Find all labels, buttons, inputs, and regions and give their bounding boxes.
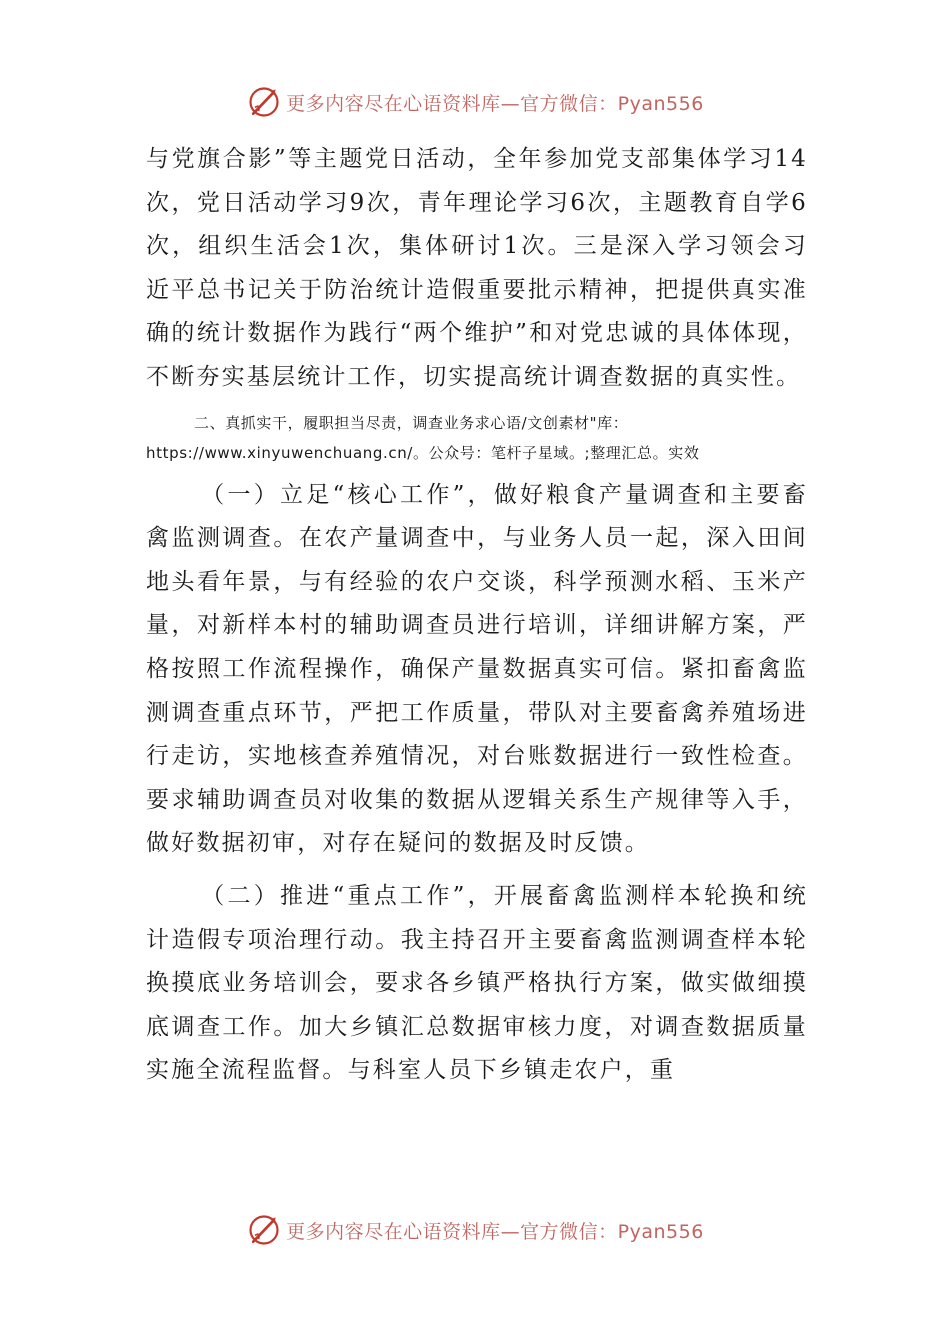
document-body [146, 138, 808, 1093]
footer-watermark-banner [0, 1210, 950, 1250]
paragraph-key-work: （二）推进“重点工作”，开展畜禽监测样本轮换和统计造假专项治理行动。我主持召开主要畜禽监测调查样本轮换摸底业务培训会，要求各乡镇严格执行方案，做实做细摸底调查工作。加大乡镇汇总数据审核力度，对调查数据质量实施全流程监督。与科室人员下乡镇走农户，重 [146, 882, 808, 1084]
paragraph-party-study: 与党旗合影”等主题党日活动，全年参加党支部集体学习14次，党日活动学习9次，青年理论学习6次，主题教育自学6次，组织生活会1次，集体研讨1次。三是深入学习领会习近平总书记关于防治统计造假重要批示精神，把提供真实准确的统计数据作为践行“两个维护”和对党忠诚的具体体现，不断夯实基层统计工作，切实提高统计调查数据的真实性。 [146, 146, 808, 390]
section-heading-2: 二、真抓实干，履职担当尽责，调查业务求心语/文创素材"库：https://www.xinyuwenchuang.cn/。公众号：笔杆子星域。;整理汇总。实效 [146, 413, 700, 462]
paragraph-core-work: （一）立足“核心工作”，做好粮食产量调查和主要畜禽监测调查。在农产量调查中，与业务人员一起，深入田间地头看年景，与有经验的农户交谈，科学预测水稻、玉米产量，对新样本村的辅助调查员进行培训，详细讲解方案，严格按照工作流程操作，确保产量数据真实可信。紧扣畜禽监测调查重点环节，严把工作质量，带队对主要畜禽养殖场进行走访，实地核查养殖情况，对台账数据进行一致性检查。要求辅助调查员对收集的数据从逻辑关系生产规律等入手，做好数据初审，对存在疑问的数据及时反馈。 [146, 481, 808, 857]
header-watermark-text: 更多内容尽在心语资料库—官方微信：Pyan556 [286, 92, 704, 115]
pen-logo-icon [246, 84, 282, 120]
header-watermark-banner [0, 82, 950, 122]
footer-watermark-text: 更多内容尽在心语资料库—官方微信：Pyan556 [286, 1220, 704, 1243]
pen-logo-icon [246, 1212, 282, 1248]
